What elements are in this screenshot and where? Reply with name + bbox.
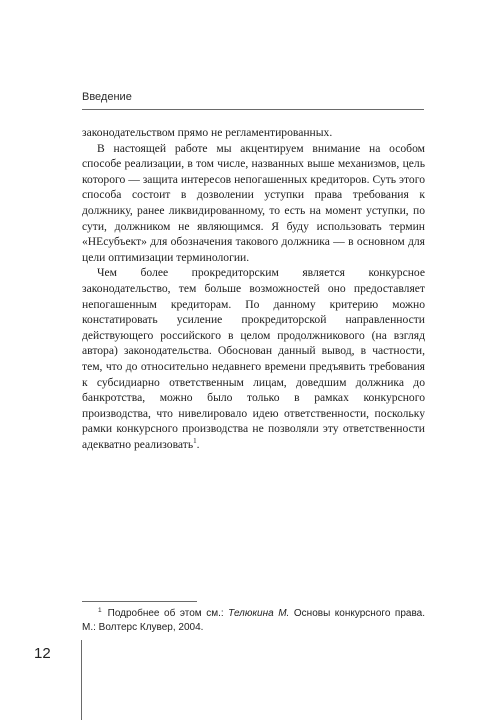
- body-text: [82, 125, 425, 452]
- footnote-text: [82, 607, 425, 635]
- footnote-rule: [82, 601, 197, 602]
- header-rule: [82, 109, 424, 110]
- footnote-marker: 1: [98, 607, 102, 614]
- footnote-reference: 1: [193, 436, 197, 445]
- footnote-rest: Основы конкурсного права. М.: Волтерс Клувер, 2004.: [82, 608, 425, 633]
- paragraph-3-text: Чем более прокредиторским является конкурсное законодательство, тем больше возможностей оно предоставляет непогашенным кредиторам. По данному критерию можно констатировать усиление прокредиторской направленности действующего российского в целом продолжникового (на взгляд автора) законодательства. Обоснован данный вывод, в частности, тем, что до относительно недавнего времени предъявить требования к субсидиарно ответственным лицам, доведшим должника до банкротства, можно было только в рамках конкурсного производства, что нивелировало идею ответственности, поскольку рамки конкурсного производства не позволяли эту ответственности адекватно реализовать: [82, 266, 425, 451]
- paragraph-3-end: .: [196, 437, 200, 451]
- margin-rule: [81, 640, 82, 720]
- footnote-author: Телюкина М.: [228, 608, 290, 619]
- paragraph-3: [82, 265, 425, 452]
- footnote: [82, 607, 425, 635]
- paragraph-2: В настоящей работе мы акцентируем внимание на особом способе реализации, в том числе, названных выше механизмов, цель которого — защита интересов непогашенных кредиторов. Суть этого способа состоит в дозволении уступки права требования к должнику, ранее ликвидированному, то есть на момент уступки, по сути, должником не являющимся. Я буду использовать термин «НЕсубъект» для обозначения такового должника — в основном для цели оптимизации терминологии.: [82, 141, 425, 264]
- running-head: Введение: [82, 91, 132, 103]
- paragraph-continuation: законодательством прямо не регламентированных.: [82, 126, 333, 139]
- page-number: 12: [34, 645, 51, 662]
- footnote-lead: Подробнее об этом см.:: [107, 608, 229, 619]
